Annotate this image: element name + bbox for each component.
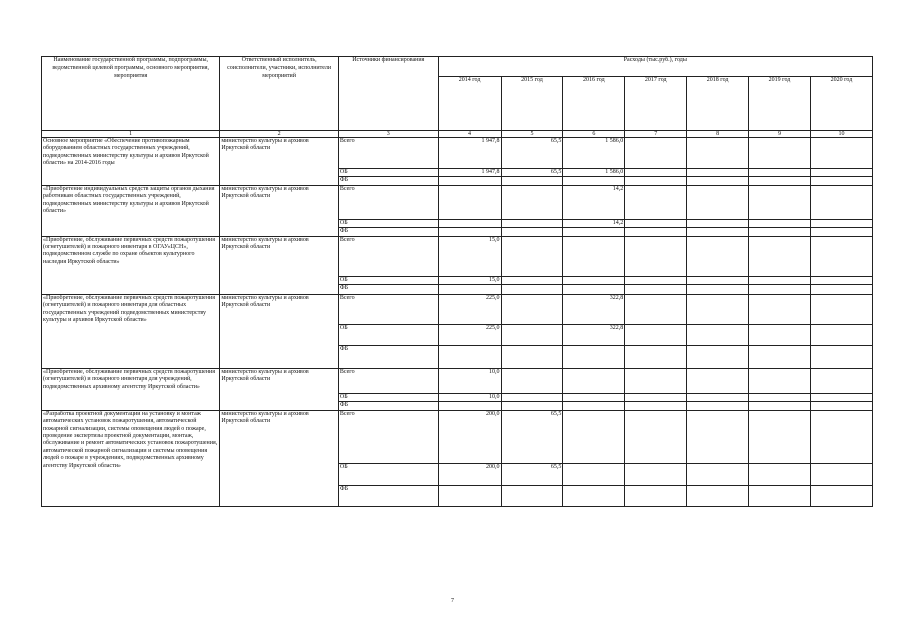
expense-value: [810, 169, 872, 177]
activity-executor: министерство культуры и архивов Иркутской области: [220, 410, 339, 506]
expense-value: [501, 276, 563, 284]
expense-value: 200,0: [438, 410, 501, 463]
expense-value: [810, 236, 872, 276]
expense-value: 14,2: [563, 185, 625, 219]
funding-source: Всего: [338, 236, 438, 276]
expense-value: [687, 236, 749, 276]
expense-value: [563, 369, 625, 394]
column-number: 3: [338, 131, 438, 138]
expense-value: [438, 185, 501, 219]
header-name-col: Наименование государственной программы, подпрограммы, ведомственной целевой программы, основного мероприятия, мероприятия: [42, 57, 220, 131]
expense-value: 14,2: [563, 219, 625, 227]
activity-executor: министерство культуры и архивов Иркутской области: [220, 369, 339, 411]
header-expenses: Расходы (тыс.руб.), годы: [438, 57, 872, 77]
expense-value: [501, 185, 563, 219]
expense-value: [625, 346, 687, 369]
header-year: 2014 год: [438, 77, 501, 131]
expense-value: [625, 276, 687, 284]
column-number: 9: [749, 131, 811, 138]
funding-source: ФБ: [338, 177, 438, 185]
expense-value: [810, 410, 872, 463]
expense-value: 1 586,0: [563, 138, 625, 169]
table-row: [42, 369, 873, 394]
expense-value: [625, 236, 687, 276]
table-row: [42, 185, 873, 219]
budget-table: [41, 56, 873, 507]
activity-name: «Приобретение индивидуальных средств защиты органов дыхания работникам областных государственных учреждений, подведомственных министерству культуры и архивов Иркутской области»: [42, 185, 220, 236]
expense-value: [687, 325, 749, 346]
header-year: 2018 год: [687, 77, 749, 131]
expense-value: [810, 295, 872, 325]
expense-value: [687, 402, 749, 410]
expense-value: [501, 236, 563, 276]
expense-value: [563, 236, 625, 276]
expense-value: [810, 369, 872, 394]
expense-value: 1 947,8: [438, 169, 501, 177]
activity-name: «Приобретение, обслуживание первичных средств пожаротушения (огнетушителей) и пожарного инвентаря в ОГАУ«ЦСН», подведомственном службе по охране объектов культурного наследия Иркутской области»: [42, 236, 220, 294]
header-year: 2019 год: [749, 77, 811, 131]
header-year: 2017 год: [625, 77, 687, 131]
expense-value: [563, 410, 625, 463]
expense-value: [749, 236, 811, 276]
expense-value: [501, 369, 563, 394]
table-body: [42, 138, 873, 507]
expense-value: [625, 285, 687, 295]
expense-value: 15,0: [438, 236, 501, 276]
activity-name: «Приобретение, обслуживание первичных средств пожаротушения (огнетушителей) и пожарного инвентаря для областных государственных учреждений подведомственных министерству культуры и архивов Иркутской области»: [42, 295, 220, 369]
expense-value: [810, 346, 872, 369]
expense-value: 225,0: [438, 325, 501, 346]
expense-value: [687, 228, 749, 236]
expense-value: [749, 285, 811, 295]
activity-name: «Приобретение, обслуживание первичных средств пожаротушения (огнетушителей) и пожарного инвентаря для учреждений, подведомственных архивному агентству Иркутской области»: [42, 369, 220, 411]
expense-value: 1 586,0: [563, 169, 625, 177]
expense-value: [749, 394, 811, 402]
expense-value: [810, 402, 872, 410]
funding-source: ОБ: [338, 169, 438, 177]
expense-value: [749, 228, 811, 236]
expense-value: [625, 369, 687, 394]
funding-source: Всего: [338, 185, 438, 219]
funding-source: ОБ: [338, 394, 438, 402]
expense-value: [625, 295, 687, 325]
expense-value: [501, 285, 563, 295]
header-executor-col: Ответственный исполнитель, соисполнители, участники, исполнители мероприятий: [220, 57, 339, 131]
expense-value: [501, 177, 563, 185]
activity-executor: министерство культуры и архивов Иркутской области: [220, 138, 339, 186]
expense-value: [563, 228, 625, 236]
expense-value: [810, 463, 872, 485]
expense-value: [749, 219, 811, 227]
expense-value: [501, 402, 563, 410]
expense-value: [438, 485, 501, 506]
column-number: 8: [687, 131, 749, 138]
expense-value: [687, 169, 749, 177]
expense-value: [749, 295, 811, 325]
expense-value: [749, 485, 811, 506]
expense-value: [563, 394, 625, 402]
expense-value: 225,0: [438, 295, 501, 325]
expense-value: [625, 485, 687, 506]
expense-value: [810, 285, 872, 295]
column-number: 6: [563, 131, 625, 138]
expense-value: 10,0: [438, 369, 501, 394]
expense-value: [501, 228, 563, 236]
expense-value: [810, 177, 872, 185]
activity-executor: министерство культуры и архивов Иркутской области: [220, 185, 339, 236]
expense-value: [749, 410, 811, 463]
expense-value: [810, 485, 872, 506]
expense-value: 1 947,8: [438, 138, 501, 169]
expense-value: 65,5: [501, 169, 563, 177]
expense-value: [563, 463, 625, 485]
column-number: 5: [501, 131, 563, 138]
expense-value: [810, 325, 872, 346]
expense-value: [749, 276, 811, 284]
page-number: 7: [451, 598, 454, 604]
column-number: 1: [42, 131, 220, 138]
activity-name: «Разработка проектной документации на установку и монтаж автоматических установок пожаротушения, автоматической пожарной сигнализации, системы оповещения людей о пожаре, проведение экспертизы проектной документации, монтаж, обслуживание и ремонт автоматических установок пожаротушения, автоматической пожарной сигнализации и системы оповещения людей о пожаре в учреждениях, подведомственных архивному агентству Иркутской области»: [42, 410, 220, 506]
expense-value: [749, 463, 811, 485]
table-row: [42, 295, 873, 325]
expense-value: [810, 394, 872, 402]
expense-value: [625, 463, 687, 485]
funding-source: ОБ: [338, 463, 438, 485]
expense-value: 322,8: [563, 325, 625, 346]
header-year: 2015 год: [501, 77, 563, 131]
expense-value: 15,0: [438, 276, 501, 284]
expense-value: [749, 402, 811, 410]
expense-value: [687, 410, 749, 463]
expense-value: 322,8: [563, 295, 625, 325]
expense-value: [810, 138, 872, 169]
funding-source: ФБ: [338, 485, 438, 506]
expense-value: [810, 185, 872, 219]
funding-source: ФБ: [338, 228, 438, 236]
expense-value: [625, 219, 687, 227]
expense-value: [625, 169, 687, 177]
header-source-col: Источники финансирования: [338, 57, 438, 131]
expense-value: [687, 369, 749, 394]
expense-value: [501, 325, 563, 346]
expense-value: [438, 402, 501, 410]
expense-value: [438, 285, 501, 295]
expense-value: [625, 177, 687, 185]
column-number: 7: [625, 131, 687, 138]
expense-value: [749, 138, 811, 169]
funding-source: ФБ: [338, 285, 438, 295]
expense-value: [438, 177, 501, 185]
table-row: [42, 236, 873, 276]
expense-value: [749, 369, 811, 394]
funding-source: ОБ: [338, 219, 438, 227]
funding-source: Всего: [338, 138, 438, 169]
expense-value: [810, 276, 872, 284]
funding-source: Всего: [338, 295, 438, 325]
expense-value: [687, 177, 749, 185]
expense-value: [501, 295, 563, 325]
expense-value: 65,5: [501, 463, 563, 485]
expense-value: [625, 410, 687, 463]
expense-value: 65,5: [501, 138, 563, 169]
table-row: [42, 410, 873, 463]
expense-value: [625, 325, 687, 346]
funding-source: Всего: [338, 410, 438, 463]
expense-value: [563, 402, 625, 410]
expense-value: [749, 346, 811, 369]
expense-value: [687, 219, 749, 227]
funding-source: ФБ: [338, 346, 438, 369]
activity-executor: министерство культуры и архивов Иркутской области: [220, 295, 339, 369]
expense-value: [501, 394, 563, 402]
expense-value: [438, 219, 501, 227]
column-number: 2: [220, 131, 339, 138]
expense-value: [625, 402, 687, 410]
column-number: 10: [810, 131, 872, 138]
column-number: 4: [438, 131, 501, 138]
expense-value: [563, 485, 625, 506]
expense-value: [687, 138, 749, 169]
expense-value: [749, 325, 811, 346]
expense-value: [438, 346, 501, 369]
expense-value: [563, 177, 625, 185]
expense-value: 200,0: [438, 463, 501, 485]
expense-value: [501, 219, 563, 227]
expense-value: [501, 485, 563, 506]
expense-value: [687, 346, 749, 369]
expense-value: 65,5: [501, 410, 563, 463]
expense-value: [687, 276, 749, 284]
expense-value: [810, 228, 872, 236]
expense-value: [625, 394, 687, 402]
expense-value: [749, 169, 811, 177]
expense-value: [625, 138, 687, 169]
expense-value: [625, 228, 687, 236]
activity-executor: министерство культуры и архивов Иркутской области: [220, 236, 339, 294]
table-row: [42, 138, 873, 169]
expense-value: [687, 485, 749, 506]
expense-value: [563, 276, 625, 284]
expense-value: [749, 177, 811, 185]
expense-value: [687, 394, 749, 402]
expense-value: [438, 228, 501, 236]
header-year: 2016 год: [563, 77, 625, 131]
expense-value: [749, 185, 811, 219]
expense-value: [501, 346, 563, 369]
expense-value: [687, 185, 749, 219]
expense-value: [563, 285, 625, 295]
header-year: 2020 год: [810, 77, 872, 131]
expense-value: [687, 285, 749, 295]
activity-name: Основное мероприятие «Обеспечение противопожарным оборудованием областных государственных учреждений, подведомственных министерству культуры и архивов Иркутской области» на 2014-2016 годы: [42, 138, 220, 186]
expense-value: [625, 185, 687, 219]
expense-value: 10,0: [438, 394, 501, 402]
expense-value: [810, 219, 872, 227]
expense-value: [687, 295, 749, 325]
funding-source: Всего: [338, 369, 438, 394]
funding-source: ОБ: [338, 325, 438, 346]
funding-source: ОБ: [338, 276, 438, 284]
expense-value: [563, 346, 625, 369]
expense-value: [687, 463, 749, 485]
funding-source: ФБ: [338, 402, 438, 410]
